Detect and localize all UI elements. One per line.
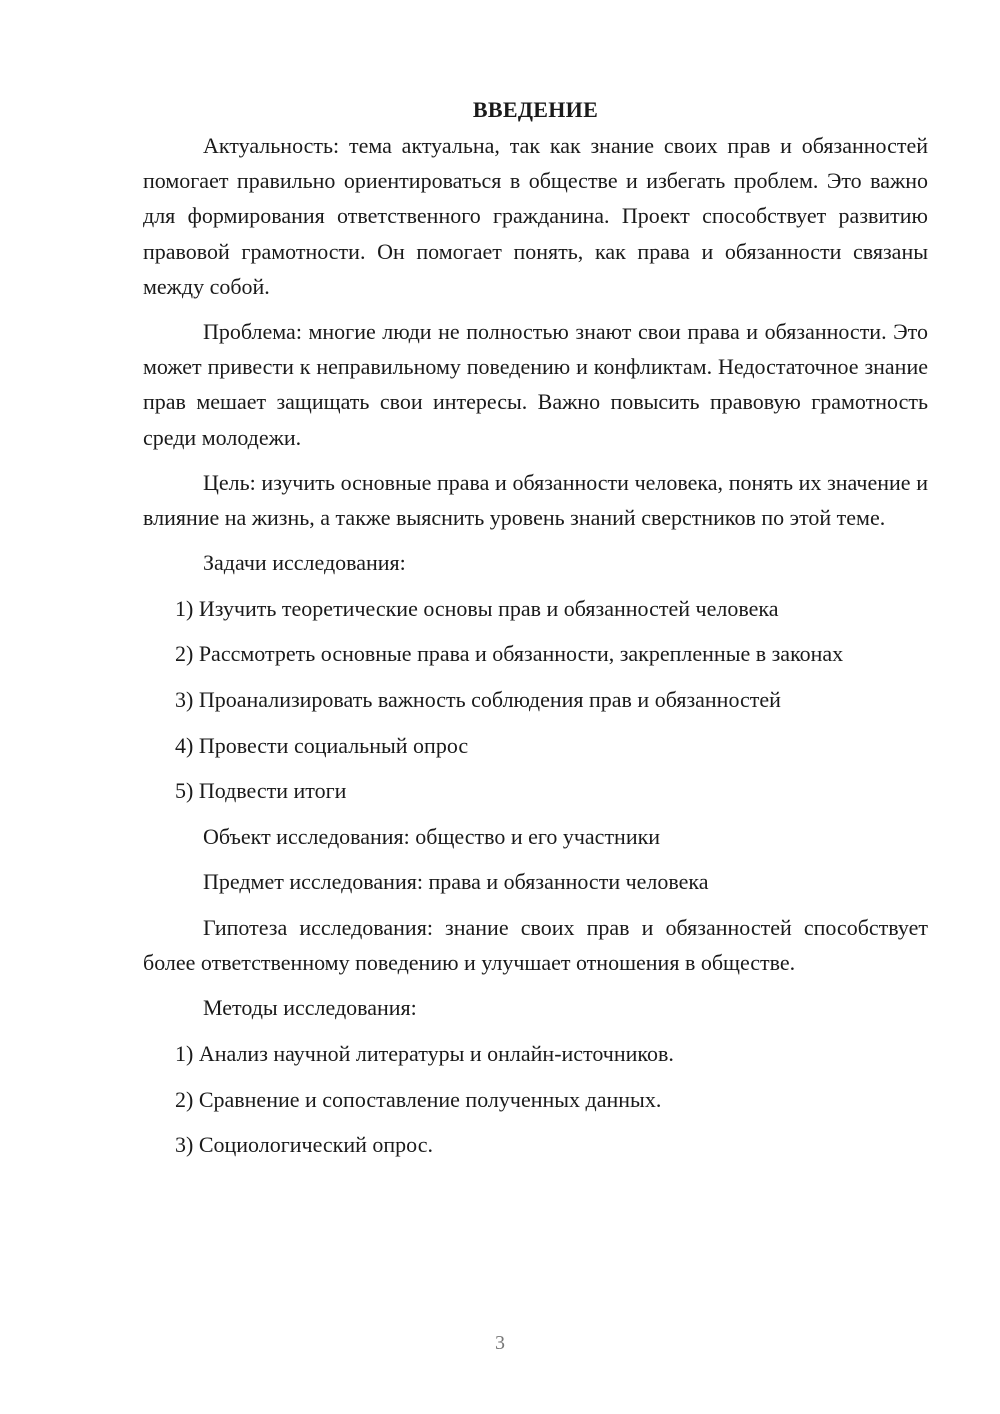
- method-item: 3) Социологический опрос.: [175, 1132, 433, 1158]
- relevance-paragraph: Актуальность: тема актуальна, так как знание своих прав и обязанностей помогает правильно ориентироваться в обществе и избегать проблем. Это важно для формирования ответственного гражданина. Проект способствует развитию правовой грамотности. Он помогает понять, как права и обязанности связаны между собой.: [143, 133, 928, 299]
- task-item: 3) Проанализировать важность соблюдения прав и обязанностей: [175, 687, 781, 713]
- page-number: 3: [495, 1332, 505, 1354]
- method-item: 1) Анализ научной литературы и онлайн-источников.: [175, 1040, 674, 1066]
- problem-paragraph: Проблема: многие люди не полностью знают свои права и обязанности. Это может привести к неправильному поведению и конфликтам. Недостаточное знание прав мешает защищать свои интересы. Важно повысить правовую грамотность среди молодежи.: [143, 319, 928, 450]
- method-item: 2) Сравнение и сопоставление полученных данных.: [175, 1086, 662, 1112]
- task-item: 1) Изучить теоретические основы прав и обязанностей человека: [175, 595, 779, 621]
- document-page: [143, 92, 928, 1173]
- research-object: Объект исследования: общество и его участники: [203, 823, 661, 849]
- methods-title: Методы исследования:: [203, 995, 417, 1021]
- goal-paragraph: Цель: изучить основные права и обязанности человека, понять их значение и влияние на жизнь, а также выяснить уровень знаний сверстников по этой теме.: [143, 469, 928, 531]
- tasks-title: Задачи исследования:: [203, 550, 406, 576]
- task-item: 4) Провести социальный опрос: [175, 732, 469, 758]
- research-subject: Предмет исследования: права и обязанности человека: [203, 869, 709, 895]
- task-item: 2) Рассмотреть основные права и обязанности, закрепленные в законах: [175, 641, 844, 667]
- task-item: 5) Подвести итоги: [175, 778, 347, 804]
- section-heading: ВВЕДЕНИЕ: [472, 97, 599, 122]
- hypothesis-paragraph: Гипотеза исследования: знание своих прав и обязанностей способствует более ответственному поведению и улучшает отношения в обществе.: [143, 914, 928, 976]
